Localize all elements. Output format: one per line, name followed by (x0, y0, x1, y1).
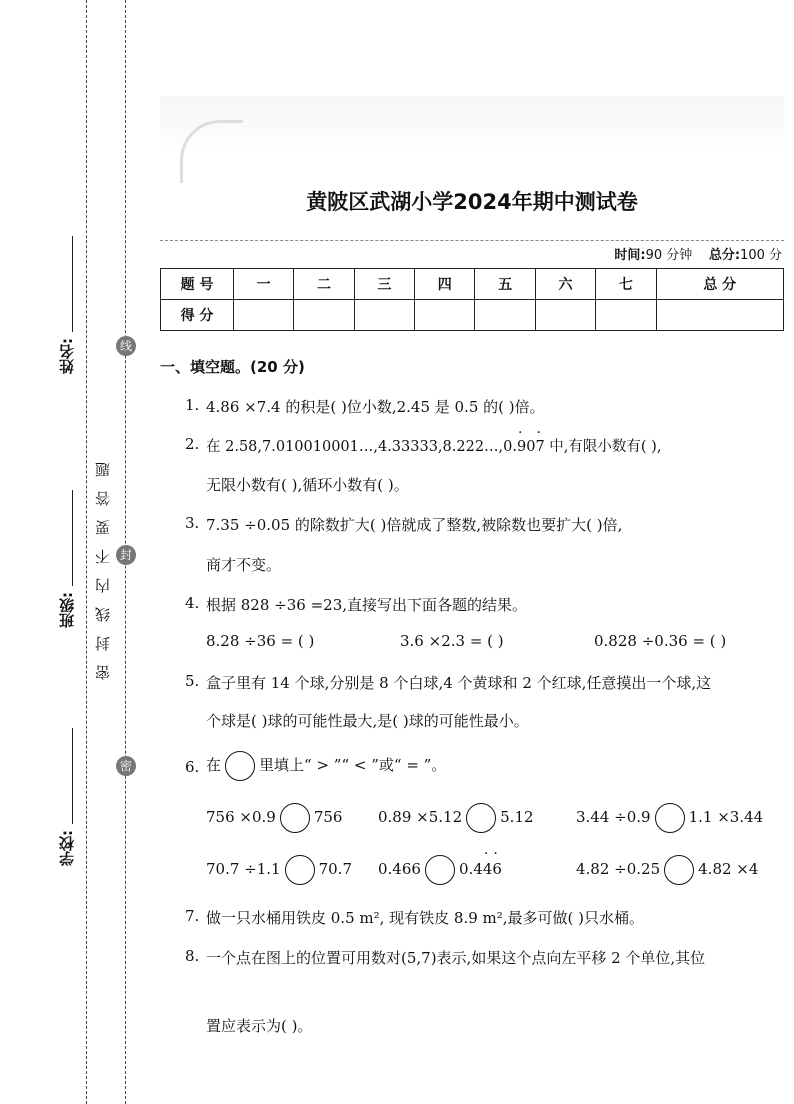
q3-number: 3. (185, 514, 200, 532)
seal-mi: 密 (116, 756, 136, 776)
score-cell[interactable] (294, 300, 354, 331)
header-cell: 五 (475, 269, 535, 300)
q2-line2: 无限小数有( ),循环小数有( )。 (206, 476, 409, 494)
score-table-score-row (161, 300, 784, 331)
compare-circle[interactable] (655, 803, 685, 833)
compare-circle[interactable] (425, 855, 455, 885)
score-cell[interactable] (596, 300, 656, 331)
q7-text: 做一只水桶用铁皮 0.5 m², 现有铁皮 8.9 m²,最多可做( )只水桶。 (206, 909, 645, 927)
time-value: 90 分钟 (645, 248, 693, 263)
time-info (614, 244, 782, 263)
header-cell: 四 (415, 269, 475, 300)
name-field-line (72, 236, 73, 332)
q3-text: 7.35 ÷0.05 的除数扩大( )倍就成了整数,被除数也要扩大( )倍, (206, 516, 623, 534)
q8-number: 8. (185, 947, 200, 965)
compare-circle[interactable] (285, 855, 315, 885)
compare-circle[interactable] (280, 803, 310, 833)
q1-number: 1. (185, 396, 200, 414)
exam-title: 黄陂区武湖小学2024年期中测试卷 (306, 190, 638, 214)
compare-circle[interactable] (664, 855, 694, 885)
school-label: 学校: (58, 830, 76, 866)
score-row-label: 得 分 (161, 300, 234, 331)
header-cell: 题 号 (161, 269, 234, 300)
q4-a: 8.28 ÷36 = ( ) (206, 632, 315, 650)
seal-xian: 线 (116, 336, 136, 356)
seal-warning-text: 密封线内不要答题 (94, 448, 112, 680)
score-cell[interactable] (234, 300, 294, 331)
q4-number: 4. (185, 594, 200, 612)
q2-number: 2. (185, 435, 200, 453)
score-table-header-row (161, 269, 784, 300)
q1-text: 4.86 ×7.4 的积是( )位小数,2.45 是 0.5 的( )倍。 (206, 398, 545, 416)
header-cell: 六 (535, 269, 595, 300)
q4-text: 根据 828 ÷36 =23,直接写出下面各题的结果。 (206, 596, 528, 614)
q8-text: 一个点在图上的位置可用数对(5,7)表示,如果这个点向左平移 2 个单位,其位 (206, 949, 706, 967)
q5-text: 盒子里有 14 个球,分别是 8 个白球,4 个黄球和 2 个红球,任意摸出一个球,这 (206, 674, 712, 692)
school-field-line (72, 728, 73, 824)
compare-circle[interactable] (466, 803, 496, 833)
total-label: 总分: (708, 248, 741, 263)
header-cell: 二 (294, 269, 354, 300)
total-value: 100 分 (740, 248, 782, 263)
q6-item: 70.7 ÷1.1 70.7 (206, 855, 352, 885)
q4-c: 0.828 ÷0.36 = ( ) (594, 632, 727, 650)
score-table (160, 268, 784, 331)
time-label: 时间: (614, 248, 646, 263)
q8-line2: 置应表示为( )。 (206, 1017, 313, 1035)
header-cell: 一 (234, 269, 294, 300)
class-field-line (72, 490, 73, 586)
q6-item: 3.44 ÷0.9 1.1 ×3.44 (576, 803, 763, 833)
title-rule (160, 240, 784, 241)
q5-line2: 个球是( )球的可能性最大,是( )球的可能性最小。 (206, 712, 529, 730)
score-cell[interactable] (535, 300, 595, 331)
q6-item: 4.82 ÷0.25 4.82 ×4 (576, 855, 758, 885)
score-cell[interactable] (354, 300, 414, 331)
name-label: 姓名: (58, 338, 76, 374)
q2-text: 在 2.58,7.010010001…,4.33333,8.222…,0.· 90· 7 中,有限小数有( ), (206, 435, 661, 456)
seal-feng: 封 (116, 545, 136, 565)
q6-item: 756 ×0.9 756 (206, 803, 342, 833)
q6-item: 0.466 0.4· 4· 6 (378, 855, 502, 885)
score-cell[interactable] (475, 300, 535, 331)
q3-line2: 商才不变。 (206, 556, 282, 574)
header-cell: 三 (354, 269, 414, 300)
q6-item: 0.89 ×5.12 5.12 (378, 803, 534, 833)
header-band (160, 96, 784, 154)
class-label: 班级: (58, 592, 76, 628)
score-cell[interactable] (656, 300, 783, 331)
section-1-heading: 一、填空题。(20 分) (160, 358, 305, 376)
q4-b: 3.6 ×2.3 = ( ) (400, 632, 504, 650)
q6-text: 在 里填上“ > ”“ < ”或“ = ”。 (206, 751, 446, 781)
header-cell: 七 (596, 269, 656, 300)
q7-number: 7. (185, 907, 200, 925)
header-cell: 总 分 (656, 269, 783, 300)
compare-circle-example (225, 751, 255, 781)
q5-number: 5. (185, 672, 200, 690)
binding-dashed-line-outer (86, 0, 87, 1104)
q6-number: 6. (185, 758, 200, 776)
score-cell[interactable] (415, 300, 475, 331)
